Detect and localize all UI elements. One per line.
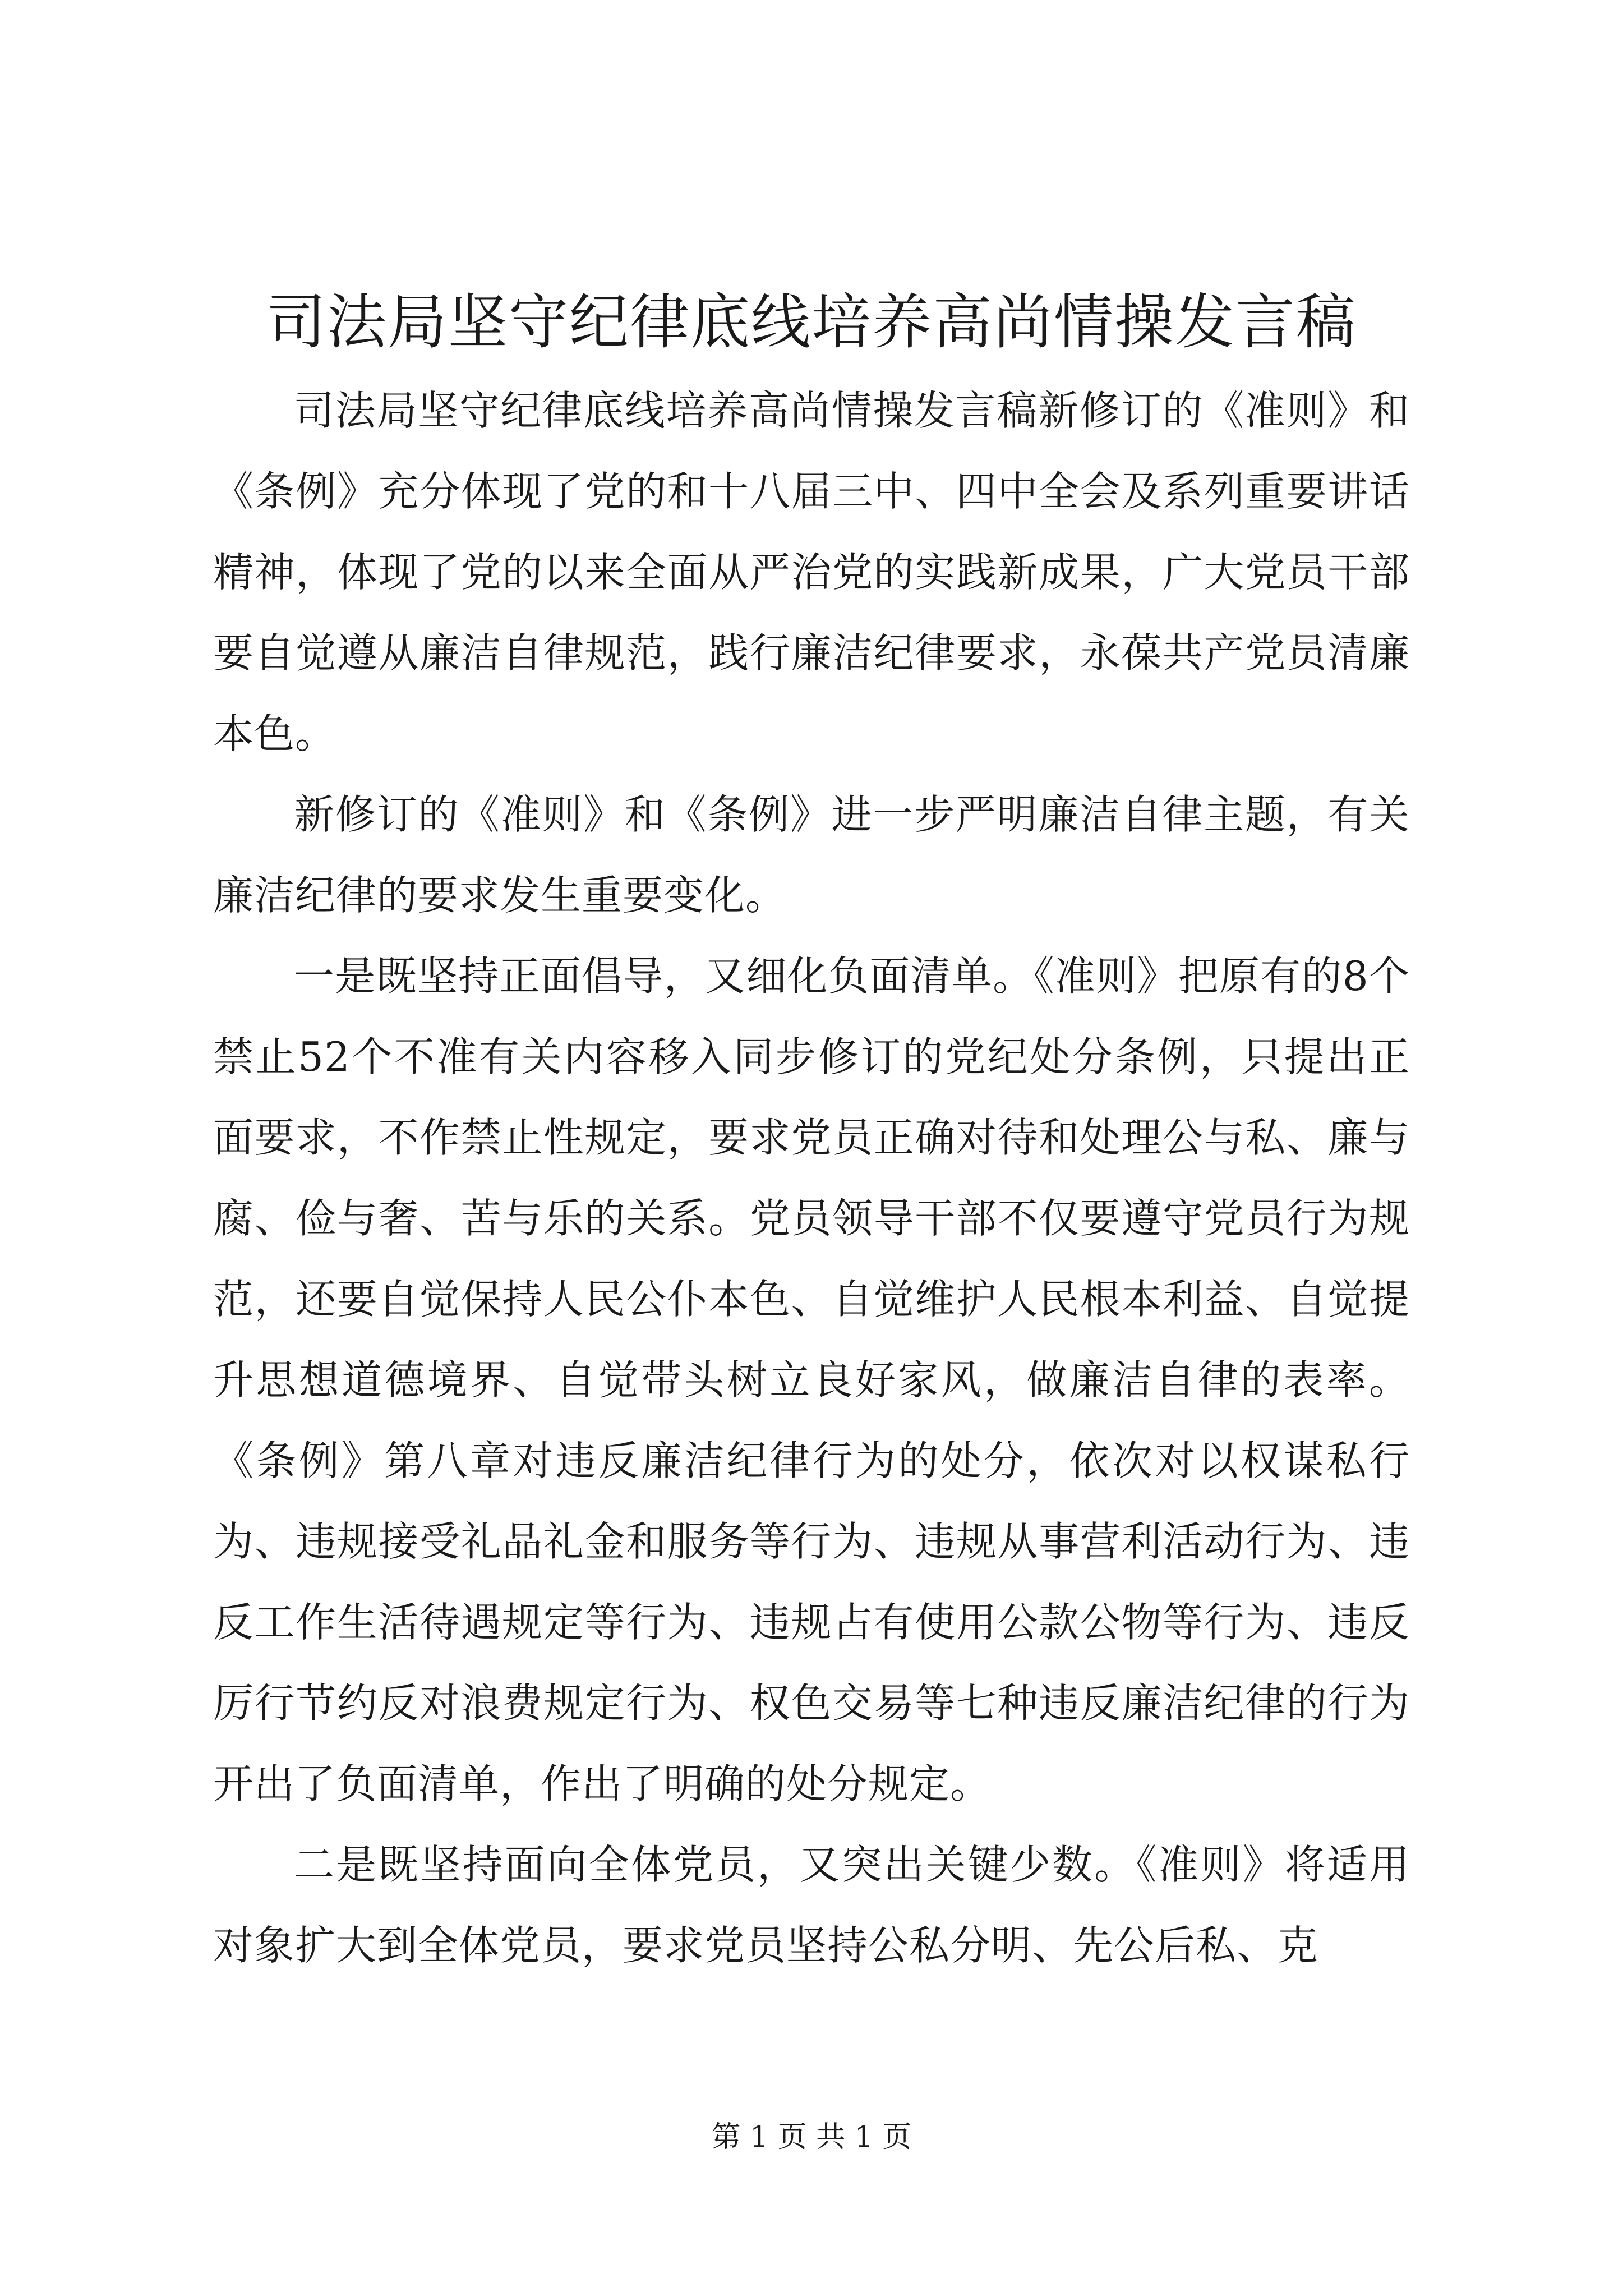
paragraph-4: 二是既坚持面向全体党员，又突出关键少数。《准则》将适用对象扩大到全体党员，要求党员坚持公私分明、先公后私、克 [213, 1841, 1410, 1969]
paragraph-2: 新修订的《准则》和《条例》进一步严明廉洁自律主题，有关廉洁纪律的要求发生重要变化。 [213, 791, 1410, 919]
paragraph-1: 司法局坚守纪律底线培养高尚情操发言稿新修订的《准则》和《条例》充分体现了党的和十八届三中、四中全会及系列重要讲话精神，体现了党的以来全面从严治党的实践新成果，广大党员干部要自觉遵从廉洁自律规范，践行廉洁纪律要求，永葆共产党员清廉本色。 [213, 387, 1410, 757]
paragraph-3: 一是既坚持正面倡导，又细化负面清单。《准则》把原有的8个禁止52个不准有关内容移入同步修订的党纪处分条例，只提出正面要求，不作禁止性规定，要求党员正确对待和处理公与私、廉与腐、俭与奢、苦与乐的关系。党员领导干部不仅要遵守党员行为规范，还要自觉保持人民公仆本色、自觉维护人民根本利益、自觉提升思想道德境界、自觉带头树立良好家风，做廉洁自律的表率。《条例》第八章对违反廉洁纪律行为的处分，依次对以权谋私行为、违规接受礼品礼金和服务等行为、违规从事营利活动行为、违反工作生活待遇规定等行为、违规占有使用公款公物等行为、违反厉行节约反对浪费规定行为、权色交易等七种违反廉洁纪律的行为开出了负面清单，作出了明确的处分规定。 [213, 953, 1410, 1807]
document-body [213, 370, 1410, 1986]
page-footer: 第 1 页 共 1 页 [711, 2120, 912, 2154]
document-title: 司法局坚守纪律底线培养高尚情操发言稿 [266, 288, 1357, 357]
